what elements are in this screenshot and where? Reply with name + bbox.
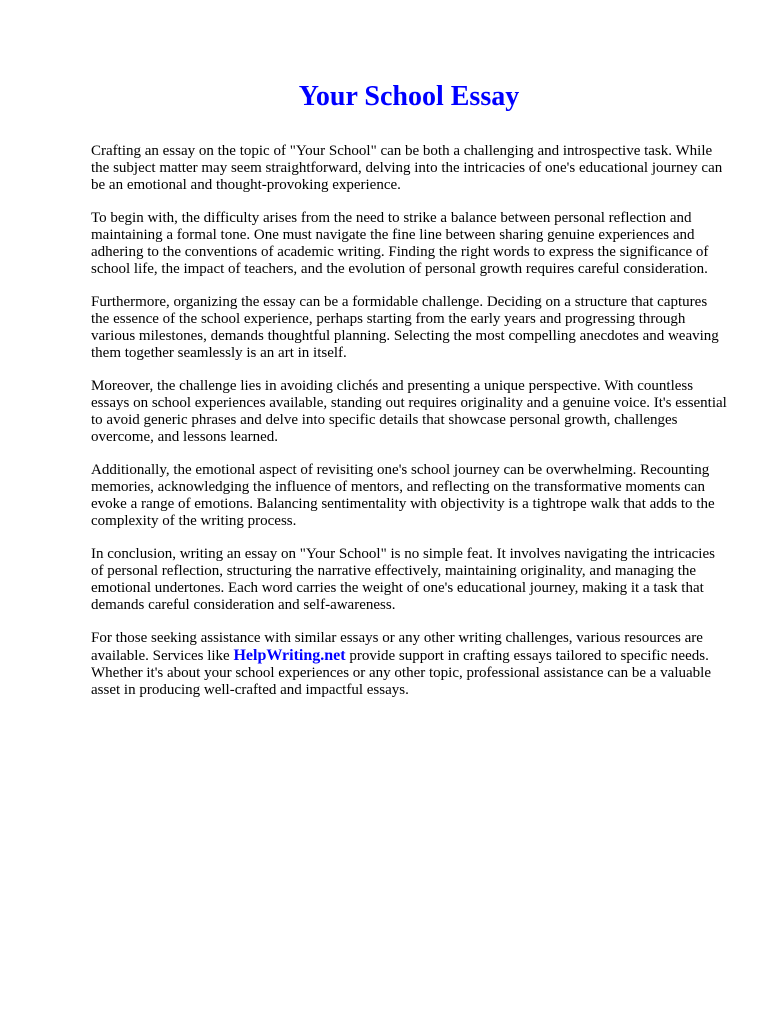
assistance-text-before: For those seeking assistance with similar essays or any other writing challenges, various resources are available. Services like	[91, 630, 703, 664]
paragraph-intro: Crafting an essay on the topic of "Your School" can be both a challenging and introspective task. While the subject matter may seem straightforward, delving into the intricacies of one's educational journey can be an emotional and thought-provoking experience.	[91, 143, 723, 193]
paragraph-emotional: Additionally, the emotional aspect of revisiting one's school journey can be overwhelming. Recounting memories, acknowledging the influence of mentors, and reflecting on the transformative moments can evoke a range of emotions. Balancing sentimentality with objectivity is a tightrope walk that adds to the complexity of the writing process.	[91, 462, 715, 529]
page-title: Your School Essay	[298, 81, 520, 112]
paragraph-cliches: Moreover, the challenge lies in avoiding clichés and presenting a unique perspective. With countless essays on school experiences available, standing out requires originality and a genuine voice. It's essential to avoid generic phrases and delve into specific details that showcase personal growth, challenges overcome, and lessons learned.	[91, 378, 727, 445]
helpwriting-link[interactable]: HelpWriting.net	[233, 647, 346, 664]
paragraph-difficulty: To begin with, the difficulty arises from the need to strike a balance between personal reflection and maintaining a formal tone. One must navigate the fine line between sharing genuine experiences and adhering to the conventions of academic writing. Finding the right words to express the significance of school life, the impact of teachers, and the evolution of personal growth requires careful consideration.	[91, 210, 709, 277]
paragraph-conclusion: In conclusion, writing an essay on "Your School" is no simple feat. It involves navigating the intricacies of personal reflection, structuring the narrative effectively, maintaining originality, and managing the emotional undertones. Each word carries the weight of one's educational journey, making it a task that demands careful consideration and self-awareness.	[91, 546, 715, 613]
paragraph-organizing: Furthermore, organizing the essay can be a formidable challenge. Deciding on a structure that captures the essence of the school experience, perhaps starting from the early years and progressing through various milestones, demands thoughtful planning. Selecting the most compelling anecdotes and weaving them together seamlessly is an art in itself.	[91, 294, 719, 361]
essay-body	[91, 143, 729, 715]
assistance-text-after: provide support in crafting essays tailored to specific needs. Whether it's about your school experiences or any other topic, professional assistance can be a valuable asset in producing well-crafted and impactful essays.	[91, 648, 711, 698]
paragraph-assistance	[91, 630, 729, 699]
